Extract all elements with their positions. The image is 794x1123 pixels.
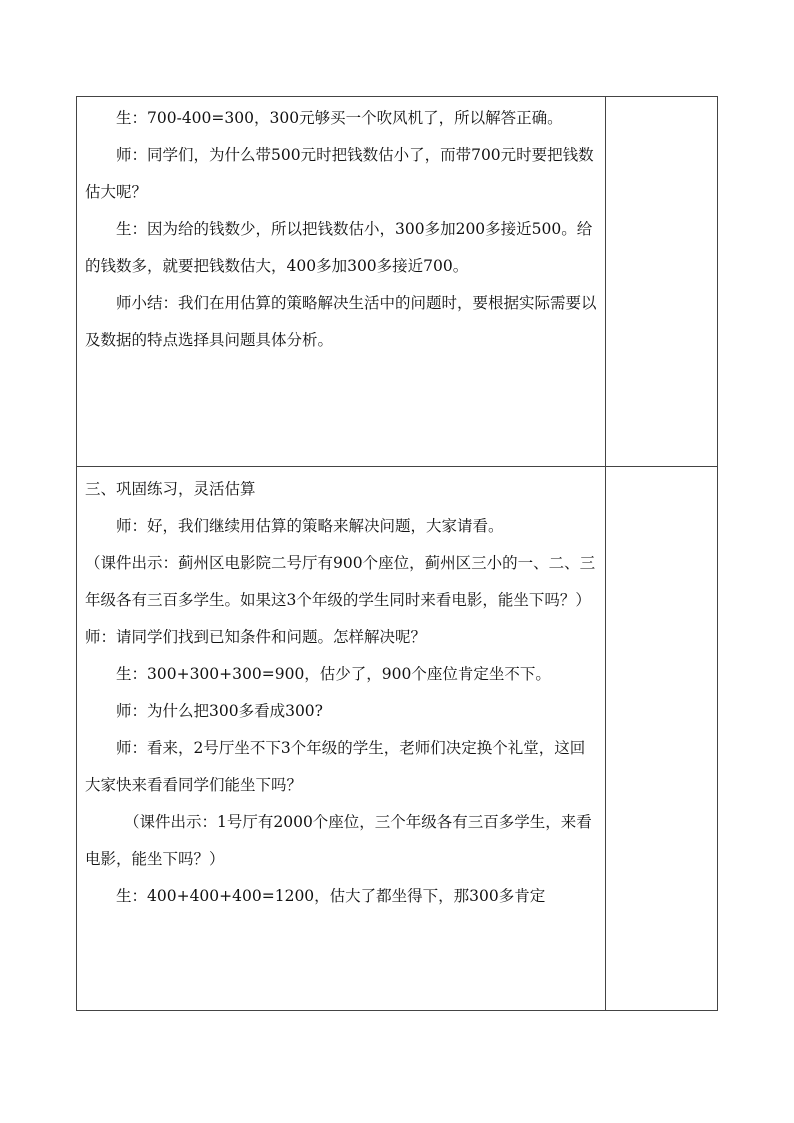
paragraph: 生：700-400=300，300元够买一个吹风机了，所以解答正确。 — [116, 109, 563, 127]
row-divider — [77, 466, 717, 467]
paragraph: （课件出示：蓟州区电影院二号厅有900个座位，蓟州区三小的一、二、三年级各有三百多学生。如果这3个年级的学生同时来看电影，能坐下吗？） — [85, 554, 596, 609]
paragraph: 师：同学们，为什么带500元时把钱数估小了，而带700元时要把钱数估大呢？ — [85, 146, 594, 201]
lesson-table — [76, 96, 718, 1011]
paragraph: 生：因为给的钱数少，所以把钱数估小，300多加200多接近500。给的钱数多，就要把钱数估大，400多加300多接近700。 — [85, 220, 593, 275]
paragraph: 师：看来，2号厅坐不下3个年级的学生，老师们决定换个礼堂，这回大家快来看看同学们能坐下吗？ — [85, 739, 586, 794]
section-heading: 三、巩固练习，灵活估算 — [85, 480, 256, 498]
paragraph: 生：300+300+300=900，估少了，900个座位肯定坐不下。 — [116, 665, 551, 683]
paragraph: 师：为什么把300多看成300? — [116, 702, 323, 720]
paragraph: 师：请同学们找到已知条件和问题。怎样解决呢？ — [85, 628, 427, 646]
paragraph: （课件出示：1号厅有2000个座位，三个年级各有三百多学生，来看电影，能坐下吗？） — [85, 813, 592, 868]
paragraph: 师小结：我们在用估算的策略解决生活中的问题时，要根据实际需要以及数据的特点选择具问题具体分析。 — [85, 294, 597, 349]
paragraph: 生：400+400+400=1200，估大了都坐得下，那300多肯定 — [116, 887, 546, 905]
paragraph: 师：好，我们继续用估算的策略来解决问题，大家请看。 — [116, 517, 504, 535]
column-divider — [605, 97, 606, 1010]
lesson-cell-1 — [77, 100, 605, 359]
lesson-cell-2 — [77, 471, 605, 915]
